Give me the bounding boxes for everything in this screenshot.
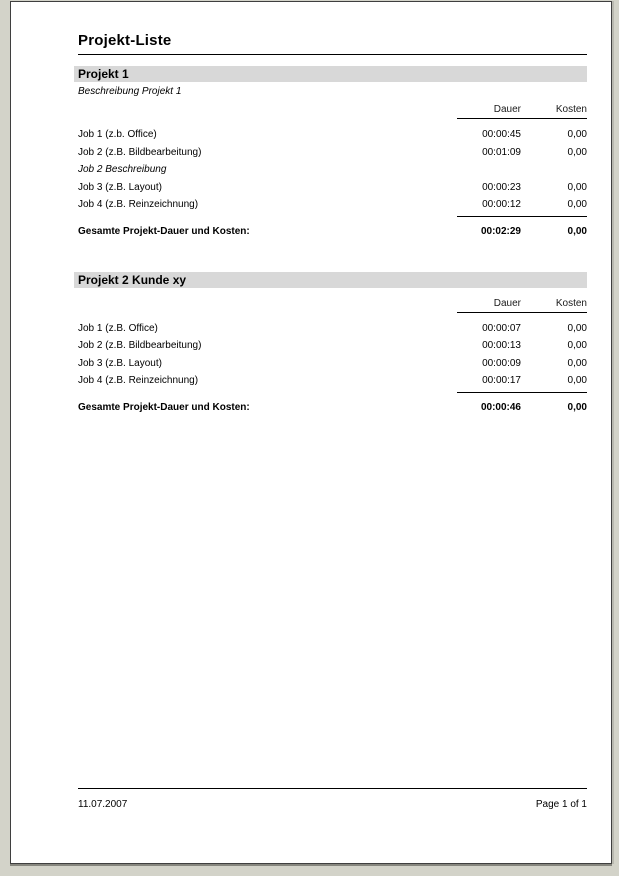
- job-label: Job 3 (z.B. Layout): [78, 181, 162, 193]
- job-row: [78, 146, 587, 164]
- job-label: Job 1 (z.b. Office): [78, 129, 157, 140]
- job-label: Job 4 (z.B. Reinzeichnung): [78, 375, 199, 386]
- project-header-bar: Projekt 1: [74, 66, 587, 82]
- project-total-row: [78, 217, 587, 238]
- job-row: [78, 322, 587, 340]
- footer-page-number: Page 1 of 1: [535, 799, 587, 810]
- job-row: [78, 128, 587, 146]
- job-kosten: 0,00: [567, 322, 587, 334]
- job-kosten: 0,00: [567, 146, 587, 158]
- job-label: Job 2 (z.B. Bildbearbeitung): [78, 146, 202, 158]
- job-label: Job 3 (z.B. Layout): [78, 357, 162, 369]
- column-headers: [457, 104, 587, 119]
- total-label: Gesamte Projekt-Dauer und Kosten:: [78, 225, 250, 237]
- column-header-dauer: Dauer: [493, 104, 521, 115]
- job-dauer: 00:00:23: [482, 181, 521, 193]
- job-description-row: [78, 163, 587, 181]
- page-footer: [78, 788, 587, 810]
- column-headers: [457, 298, 587, 313]
- column-header-kosten: Kosten: [555, 297, 587, 309]
- job-kosten: 0,00: [567, 199, 587, 210]
- project-section-1: [78, 66, 587, 238]
- total-dauer: 00:02:29: [480, 225, 521, 237]
- job-dauer: 00:00:13: [482, 340, 521, 351]
- job-row: [78, 198, 587, 216]
- total-dauer: 00:00:46: [480, 401, 521, 413]
- job-description: Job 2 Beschreibung: [78, 164, 167, 175]
- job-dauer: 00:01:09: [482, 146, 521, 158]
- job-dauer: 00:00:45: [482, 129, 521, 140]
- project-header-bar: Projekt 2 Kunde xy: [74, 272, 587, 288]
- job-dauer: 00:00:07: [482, 322, 521, 334]
- job-row: [78, 374, 587, 392]
- page-title: Projekt-Liste: [78, 31, 587, 55]
- column-header-kosten: Kosten: [555, 104, 587, 115]
- job-row: [78, 357, 587, 375]
- project-total-row: [78, 393, 587, 414]
- job-rows: [78, 322, 587, 392]
- total-kosten: 0,00: [567, 225, 587, 237]
- job-kosten: 0,00: [567, 129, 587, 140]
- column-header-dauer: Dauer: [493, 297, 521, 309]
- job-rows: [78, 128, 587, 216]
- job-label: Job 1 (z.B. Office): [78, 322, 158, 334]
- job-kosten: 0,00: [567, 340, 587, 351]
- total-label: Gesamte Projekt-Dauer und Kosten:: [78, 401, 250, 413]
- job-dauer: 00:00:12: [482, 199, 521, 210]
- job-kosten: 0,00: [567, 357, 587, 369]
- job-dauer: 00:00:17: [482, 375, 521, 386]
- report-content: [11, 2, 611, 414]
- job-row: [78, 181, 587, 199]
- job-dauer: 00:00:09: [482, 357, 521, 369]
- job-label: Job 2 (z.B. Bildbearbeitung): [78, 340, 202, 351]
- report-page: [10, 1, 612, 864]
- job-kosten: 0,00: [567, 375, 587, 386]
- job-kosten: 0,00: [567, 181, 587, 193]
- project-section-2: [78, 272, 587, 414]
- job-label: Job 4 (z.B. Reinzeichnung): [78, 199, 199, 210]
- job-row: [78, 339, 587, 357]
- project-description: Beschreibung Projekt 1: [78, 86, 182, 97]
- total-kosten: 0,00: [567, 401, 587, 413]
- footer-date: 11.07.2007: [78, 799, 128, 810]
